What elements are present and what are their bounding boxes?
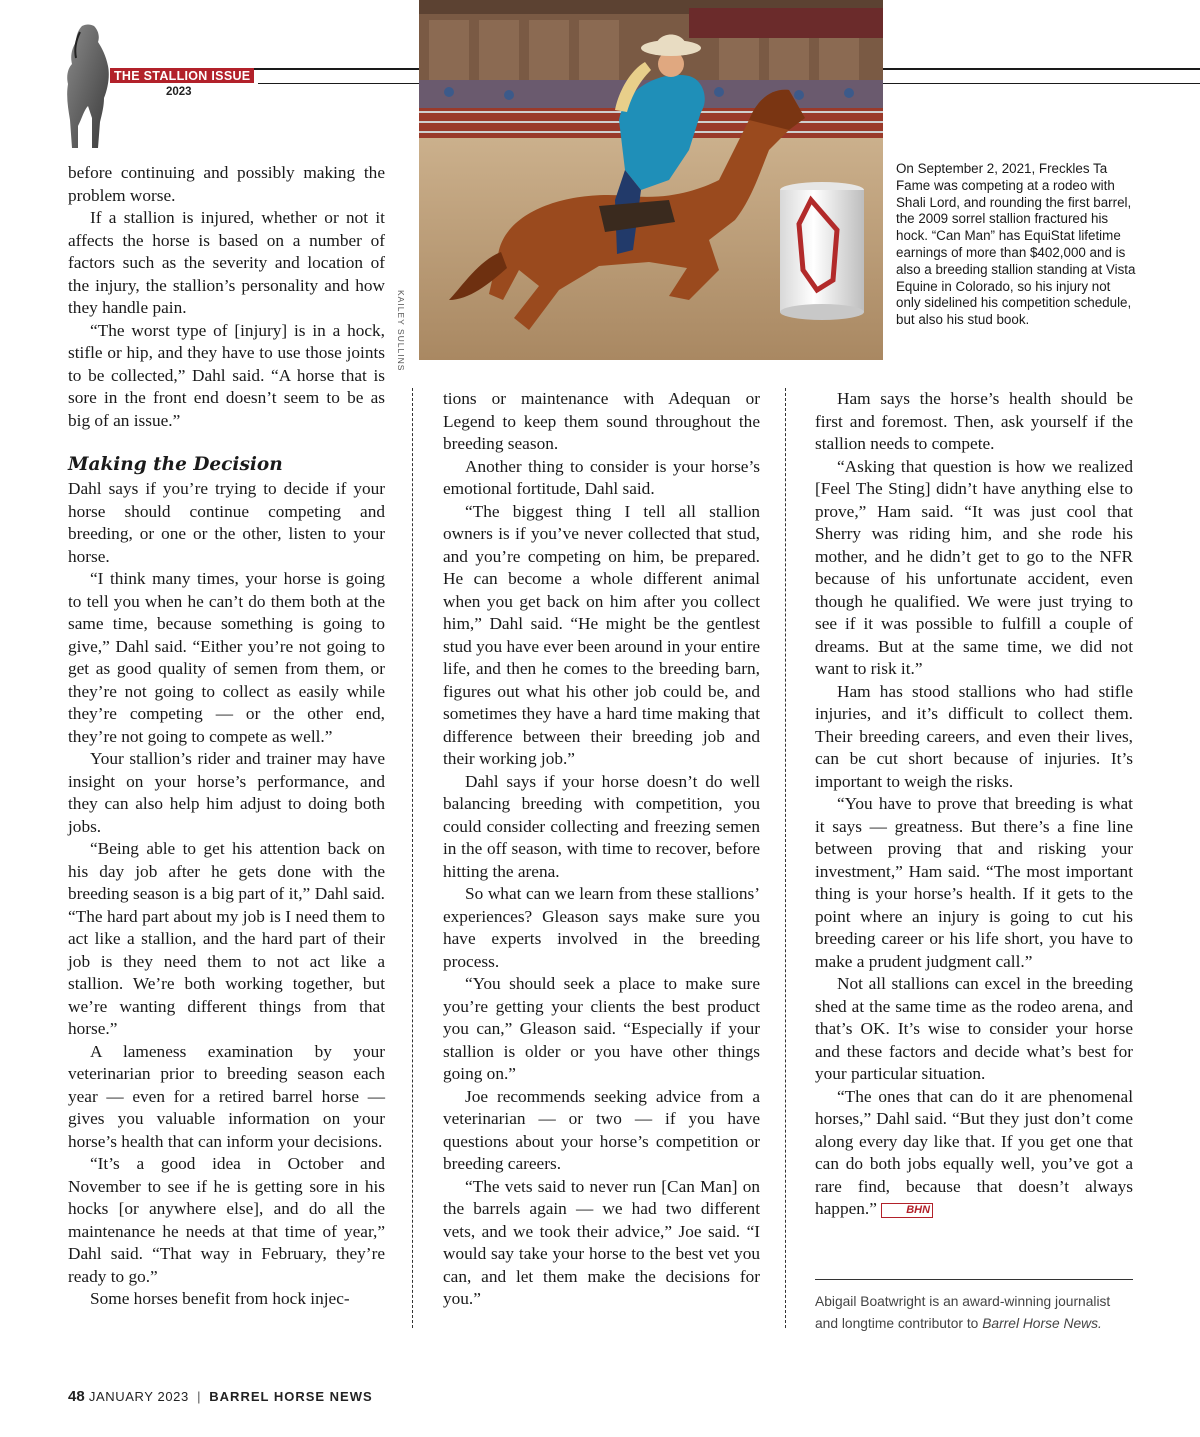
- paragraph: “You have to prove that breeding is what it says — greatness. But there’s a fine line between proving that and risking your investment,” Ham said. “The most important thing is your horse’s health. If it gets to the point where an injury is going to cut his breeding career or his life short, you have to make a prudent judgment call.”: [815, 794, 1133, 971]
- author-bio: [815, 1291, 1135, 1335]
- page-footer: [68, 1388, 373, 1405]
- issue-year: 2023: [166, 86, 192, 98]
- header-rule-right: [883, 68, 1200, 70]
- horse-silhouette-icon: [58, 22, 116, 150]
- paragraph: So what can we learn from these stallions’ experiences? Gleason says make sure you have experts involved in the breeding process.: [443, 884, 760, 971]
- paragraph: “The worst type of [injury] is in a hock, stifle or hip, and they have to use those joints to be collected,” Dahl said. “A horse that is sore in the front end doesn’t seem to be as big of an issue.”: [68, 320, 385, 430]
- paragraph: before continuing and possibly making the problem worse.: [68, 163, 385, 205]
- paragraph: “Asking that question is how we realized [Feel The Sting] didn’t have anything else to prove,” Ham said. “It was just cool that Sherry was riding him, and she rode his mother, and he didn’t get to go to the NFR because of his unfortunate accident, even though he qualified. We were just trying to see if it was possible to fulfill a couple of dreams. But at the same time, we did not want to risk it.”: [815, 456, 1133, 678]
- paragraph: “The biggest thing I tell all stallion owners is if you’ve never collected that stud, and you’re competing on him, be prepared. He can become a whole different animal when you get back on him after you collect him,” Dahl said. “He might be the gentlest stud you have ever been around in your entire life, and then he comes to the breeding barn, figures out what his other job could be, and sometimes they have a hard time making that difference between their breeding job and their working job.”: [443, 501, 760, 768]
- publication-name: Barrel Horse News.: [982, 1316, 1102, 1331]
- paragraph: Joe recommends seeking advice from a veterinarian — or two — if you have questions about your horse’s competition or breeding careers.: [443, 1086, 760, 1173]
- paragraph: Your stallion’s rider and trainer may have insight on your horse’s performance, and they can also help him adjust to doing both jobs.: [68, 749, 385, 836]
- paragraph: If a stallion is injured, whether or not it affects the horse is based on a number of factors such as the severity and location of the injury, the stallion’s personality and how they handle pain.: [68, 208, 385, 317]
- paragraph: [815, 1086, 1133, 1221]
- header-rule-right-bottom: [883, 83, 1200, 84]
- paragraph: “The vets said to never run [Can Man] on the barrels again — we had two different vets, and we took their advice,” Joe said. “I would say take your horse to the best vet you can, and let them make the decisions for you.”: [443, 1176, 760, 1308]
- paragraph: Another thing to consider is your horse’s emotional fortitude, Dahl said.: [443, 456, 760, 498]
- photo-credit: KAILEY SULLINS: [396, 290, 406, 372]
- paragraph: Some horses benefit from hock injec-: [90, 1289, 350, 1308]
- section-heading: Making the Decision: [68, 454, 283, 475]
- issue-date: JANUARY 2023: [88, 1389, 189, 1404]
- header-rule-left-bottom: [258, 83, 419, 84]
- author-bio-text: Abigail Boatwright is an award-winning journalist and longtime contributor to: [815, 1294, 1111, 1331]
- paragraph: Dahl says if you’re trying to decide if your horse should continue competing and breeding, or one or the other, listen to your horse.: [68, 479, 385, 566]
- magazine-name: BARREL HORSE NEWS: [209, 1389, 373, 1404]
- page-number: 48: [68, 1388, 85, 1405]
- paragraph: “You should seek a place to make sure you’re getting your clients the best product you can,” Gleason said. “Especially if your stallion is older or you have other things going on.”: [443, 974, 760, 1083]
- barrel-racing-illustration: [419, 0, 883, 360]
- paragraph: Not all stallions can excel in the breeding shed at the same time as the rodeo arena, and that’s OK. It’s wise to consider your horse and these factors and decide what’s best for your particular situation.: [815, 974, 1133, 1083]
- paragraph: “I think many times, your horse is going to tell you when he can’t do them both at the same time, because something is going to give,” Dahl said. “Either you’re not going to get as good quality of semen from them, or they’re not going to collect as easily while they’re competing — or the other end, they’re not going to compete as well.”: [68, 569, 385, 746]
- paragraph-text: “The ones that can do it are phenomenal horses,” Dahl said. “But they just don’t come along every day like that. If you get one that can do both jobs equally well, you’ve got a rare find, because that doesn’t always happen.”: [815, 1086, 1133, 1218]
- paragraph: tions or maintenance with Adequan or Legend to keep them sound throughout the breeding season.: [443, 389, 760, 453]
- paragraph: Ham has stood stallions who had stifle injuries, and it’s difficult to collect them. Their breeding careers, and even their lives, can be cut short because of injuries. It’s important to weigh the risks.: [815, 681, 1133, 791]
- paragraph: Ham says the horse’s health should be first and foremost. Then, ask yourself if the stallion needs to compete.: [815, 389, 1133, 453]
- bio-divider: [815, 1279, 1133, 1280]
- paragraph: “Being able to get his attention back on his day job after he gets done with the breeding season is a big part of it,” Dahl said. “The hard part about my job is I need them to act like a stallion, and the hard part of their job is they need them to not act like a stallion. We’re both working together, but we’re wanting different things from that horse.”: [68, 839, 385, 1038]
- column-2: [443, 388, 760, 1311]
- end-mark-icon: BHN: [881, 1203, 933, 1218]
- rodeo-photo: [419, 0, 883, 360]
- paragraph: A lameness examination by your veterinarian prior to breeding season each year — even for a retired barrel horse — gives you valuable information on your horse’s health that can inform your decisions.: [68, 1041, 385, 1151]
- issue-label: THE STALLION ISSUE: [110, 68, 254, 83]
- column-divider-1: [412, 388, 413, 1328]
- column-divider-2: [785, 388, 786, 1328]
- paragraph: Dahl says if your horse doesn’t do well balancing breeding with competition, you could consider collecting and freezing semen in the off season, with time to recover, before hitting the arena.: [443, 771, 760, 881]
- column-3: [815, 388, 1133, 1221]
- footer-separator: |: [197, 1389, 202, 1404]
- column-1: [68, 162, 385, 1311]
- photo-caption: On September 2, 2021, Freckles Ta Fame was competing at a rodeo with Shali Lord, and rounding the first barrel, the 2009 sorrel stallion fractured his hock. “Can Man” has EquiStat lifetime earnings of more than $402,000 and is also a breeding stallion standing at Vista Equine in Colorado, so his injury not only sidelined his competition schedule, but also his stud book.: [896, 161, 1136, 328]
- paragraph: “It’s a good idea in October and November to see if he is getting sore in his hocks [or anywhere else], and do all the maintenance he needs at that time of year,” Dahl said. “That way in February, they’re ready to go.”: [68, 1154, 385, 1286]
